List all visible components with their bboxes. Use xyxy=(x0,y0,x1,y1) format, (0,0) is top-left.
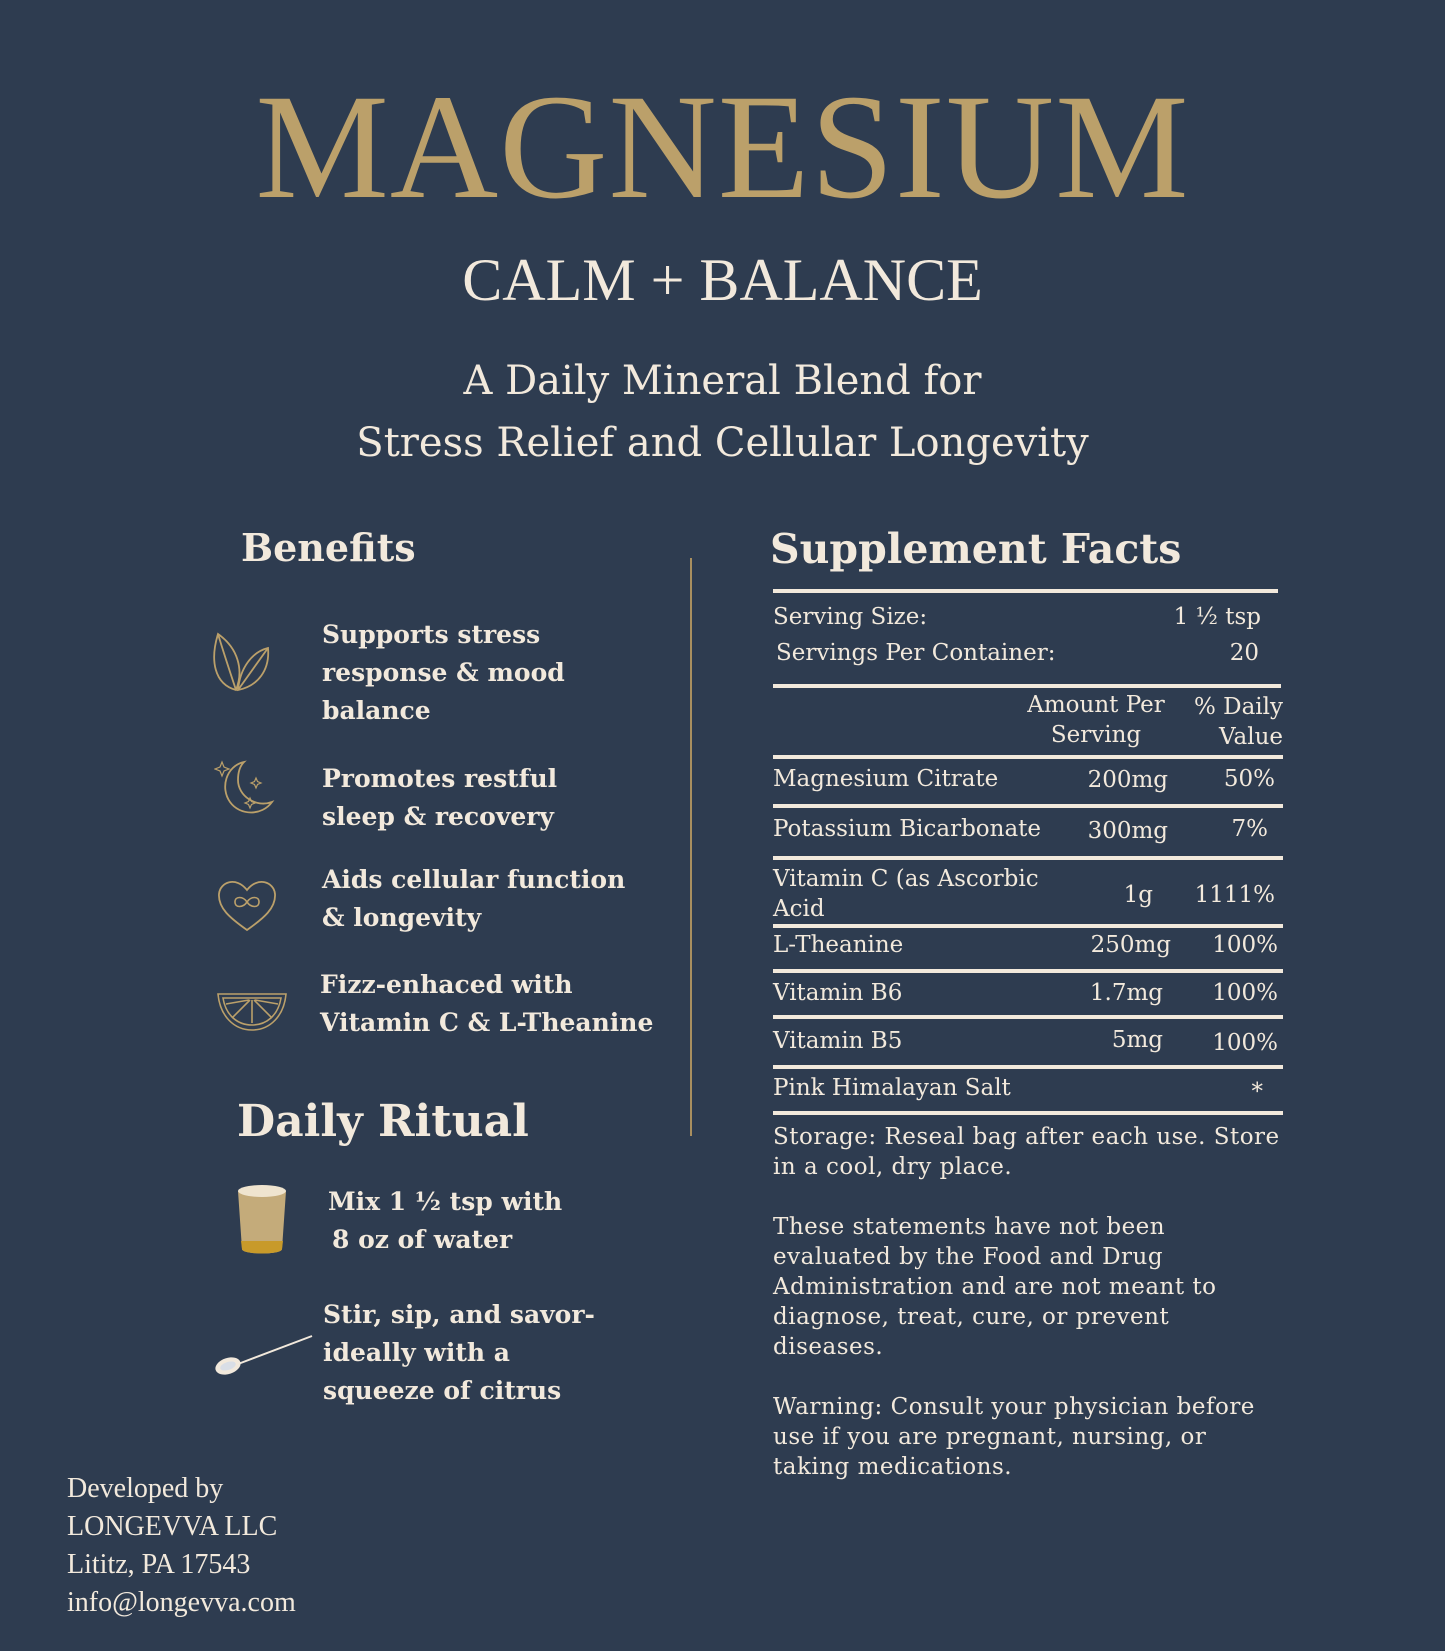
facts-rule xyxy=(773,804,1283,808)
product-title: MAGNESIUM xyxy=(255,64,1190,230)
company-email: info@longevva.com xyxy=(67,1587,296,1618)
facts-rule xyxy=(773,1015,1283,1019)
facts-rule xyxy=(773,1065,1283,1069)
nutrient-name: Vitamin B6 xyxy=(773,980,903,1006)
developer-label: Developed by xyxy=(67,1473,224,1504)
benefit-longevity: Aids cellular function & longevity xyxy=(322,865,626,932)
facts-rule-top xyxy=(773,589,1278,593)
nutrient-name: Vitamin B5 xyxy=(773,1028,903,1054)
facts-rule xyxy=(773,969,1283,973)
nutrient-name: Vitamin C (as Ascorbic Acid xyxy=(773,866,1039,922)
company-name: LONGEVVA LLC xyxy=(67,1511,278,1542)
facts-rule-bottom xyxy=(773,1111,1283,1115)
citrus-slice-icon xyxy=(216,990,288,1034)
serving-size-label: Serving Size: xyxy=(773,604,928,630)
company-address: Lititz, PA 17543 xyxy=(67,1549,251,1580)
nutrient-name: Magnesium Citrate xyxy=(773,766,999,792)
supplement-facts-heading: Supplement Facts xyxy=(770,525,1182,573)
spoon-icon xyxy=(214,1330,314,1376)
facts-rule xyxy=(773,755,1283,759)
developer-info xyxy=(67,1470,296,1622)
nutrient-name: L-Theanine xyxy=(773,932,904,958)
facts-rule xyxy=(773,924,1283,928)
tagline-line-1: A Daily Mineral Blend for xyxy=(463,358,982,404)
nutrient-amount: 5mg xyxy=(1111,1027,1163,1053)
daily-ritual-heading: Daily Ritual xyxy=(237,1096,529,1147)
nutrient-daily-value: 7% xyxy=(1231,816,1268,842)
servings-per-container-label: Servings Per Container: xyxy=(776,640,1056,666)
ritual-step-mix: Mix 1 ½ tsp with 8 oz of water xyxy=(328,1187,563,1254)
benefits-heading: Benefits xyxy=(241,525,416,570)
nutrient-amount: 200mg xyxy=(1087,767,1168,793)
benefit-fizz: Fizz-enhaced with Vitamin C & L-Theanine xyxy=(320,970,654,1037)
nutrient-daily-value: 1111% xyxy=(1194,882,1275,908)
glass-icon xyxy=(236,1183,288,1259)
heart-infinity-icon xyxy=(216,876,278,934)
fda-disclaimer: These statements have not been evaluated by the Food and Drug Administration and are not meant to diagnose, treat, cure, or prevent diseases. xyxy=(773,1214,1217,1360)
tagline-line-2: Stress Relief and Cellular Longevity xyxy=(356,420,1089,466)
nutrient-name: Potassium Bicarbonate xyxy=(773,816,1042,842)
facts-rule xyxy=(773,856,1283,860)
nutrient-amount: 300mg xyxy=(1087,818,1168,844)
facts-rule-header xyxy=(773,684,1281,688)
serving-size-value: 1 ½ tsp xyxy=(1173,604,1261,630)
nutrient-amount: 250mg xyxy=(1090,932,1171,958)
benefit-sleep: Promotes restful sleep & recovery xyxy=(322,764,558,831)
nutrient-name: Pink Himalayan Salt xyxy=(773,1075,1011,1101)
product-tagline xyxy=(0,350,1445,474)
amount-per-serving-header: Amount Per Serving xyxy=(1027,692,1165,748)
servings-per-container-value: 20 xyxy=(1229,640,1259,666)
product-subtitle: CALM + BALANCE xyxy=(462,247,983,313)
warning-note: Warning: Consult your physician before use if you are pregnant, nursing, or taking medications. xyxy=(773,1394,1255,1480)
nutrient-daily-value: 50% xyxy=(1223,766,1275,792)
storage-note: Storage: Reseal bag after each use. Store in a cool, dry place. xyxy=(773,1124,1280,1180)
nutrient-daily-value: * xyxy=(1251,1079,1263,1105)
benefit-stress: Supports stress response & mood balance xyxy=(322,620,565,725)
daily-value-header: % Daily Value xyxy=(1193,694,1283,750)
column-divider xyxy=(690,558,692,1136)
ritual-step-stir: Stir, sip, and savor- ideally with a squeeze of citrus xyxy=(323,1300,595,1405)
nutrient-daily-value: 100% xyxy=(1212,980,1278,1006)
leaf-icon xyxy=(208,628,272,694)
nutrient-amount: 1g xyxy=(1123,882,1153,908)
nutrient-daily-value: 100% xyxy=(1212,932,1278,958)
nutrient-amount: 1.7mg xyxy=(1089,980,1163,1006)
nutrient-daily-value: 100% xyxy=(1212,1030,1278,1056)
moon-stars-icon xyxy=(214,756,282,820)
